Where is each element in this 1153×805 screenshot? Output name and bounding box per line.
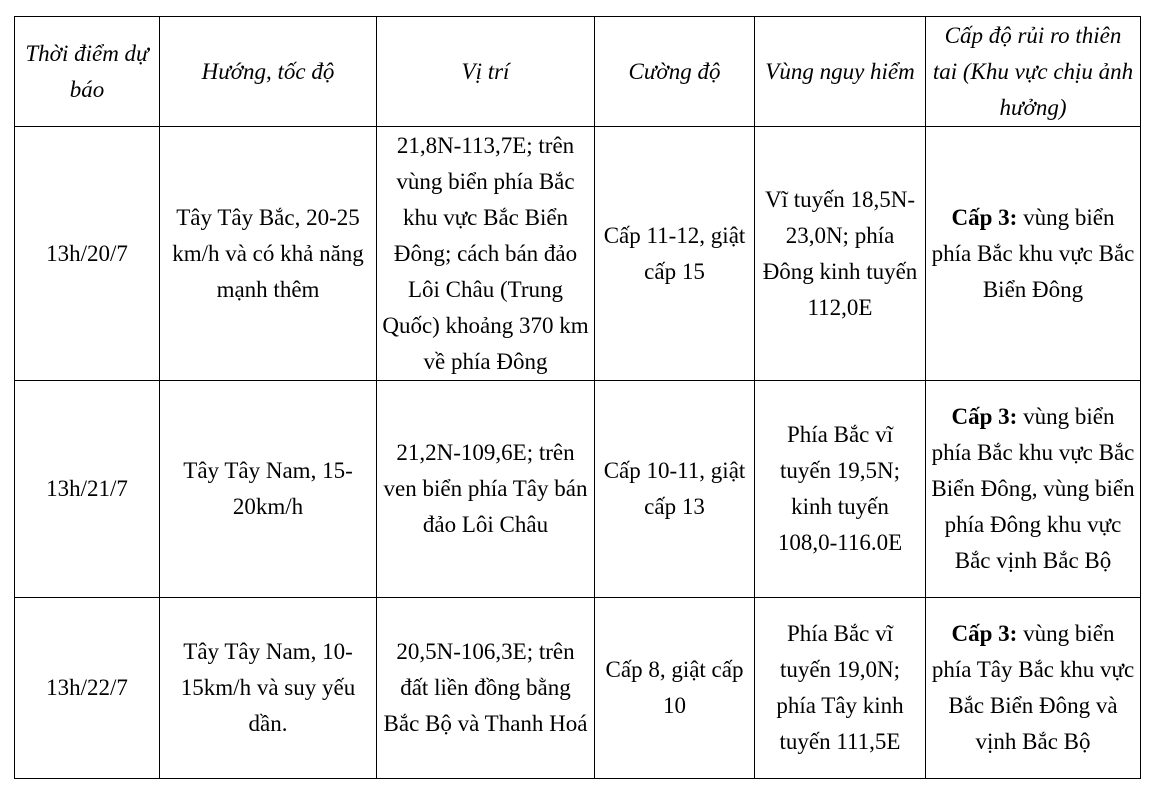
cell-position: 20,5N-106,3E; trên đất liền đồng bằng Bắc Bộ và Thanh Hoá [377,598,595,779]
header-risk-level: Cấp độ rủi ro thiên tai (Khu vực chịu ảnh hưởng) [926,17,1141,127]
cell-position: 21,2N-109,6E; trên ven biển phía Tây bán đảo Lôi Châu [377,381,595,598]
header-time: Thời điểm dự báo [15,17,160,127]
risk-area-text: vùng biển phía Bắc khu vực Bắc Biển Đông [931,204,1135,302]
cell-direction: Tây Tây Nam, 15-20km/h [160,381,377,598]
cell-intensity: Cấp 10-11, giật cấp 13 [595,381,755,598]
header-direction: Hướng, tốc độ [160,17,377,127]
header-position: Vị trí [377,17,595,127]
cell-risk [926,598,1141,779]
forecast-table [14,16,1141,779]
cell-danger-zone: Phía Bắc vĩ tuyến 19,0N; phía Tây kinh tuyến 111,5E [755,598,926,779]
header-intensity: Cường độ [595,17,755,127]
cell-intensity: Cấp 11-12, giật cấp 15 [595,127,755,381]
cell-danger-zone: Vĩ tuyến 18,5N-23,0N; phía Đông kinh tuyến 112,0E [755,127,926,381]
cell-intensity: Cấp 8, giật cấp 10 [595,598,755,779]
cell-time: 13h/20/7 [15,127,160,381]
cell-direction: Tây Tây Bắc, 20-25 km/h và có khả năng mạnh thêm [160,127,377,381]
risk-area-text: vùng biển phía Tây Bắc khu vực Bắc Biển Đông và vịnh Bắc Bộ [931,621,1135,754]
risk-area-text: vùng biển phía Bắc khu vực Bắc Biển Đông, vùng biển phía Đông khu vực Bắc vịnh Bắc Bộ [931,404,1135,573]
cell-risk [926,127,1141,381]
risk-level-label: Cấp 3: [951,404,1018,429]
table-row [15,598,1141,779]
table-row [15,127,1141,381]
risk-level-label: Cấp 3: [951,621,1018,646]
header-danger-zone: Vùng nguy hiểm [755,17,926,127]
cell-time: 13h/22/7 [15,598,160,779]
table-row [15,381,1141,598]
header-row [15,17,1141,127]
risk-level-label: Cấp 3: [951,204,1018,230]
cell-position: 21,8N-113,7E; trên vùng biển phía Bắc khu vực Bắc Biển Đông; cách bán đảo Lôi Châu (Trung Quốc) khoảng 370 km về phía Đông [377,127,595,381]
cell-risk [926,381,1141,598]
cell-time: 13h/21/7 [15,381,160,598]
cell-danger-zone: Phía Bắc vĩ tuyến 19,5N; kinh tuyến 108,0-116.0E [755,381,926,598]
cell-direction: Tây Tây Nam, 10-15km/h và suy yếu dần. [160,598,377,779]
